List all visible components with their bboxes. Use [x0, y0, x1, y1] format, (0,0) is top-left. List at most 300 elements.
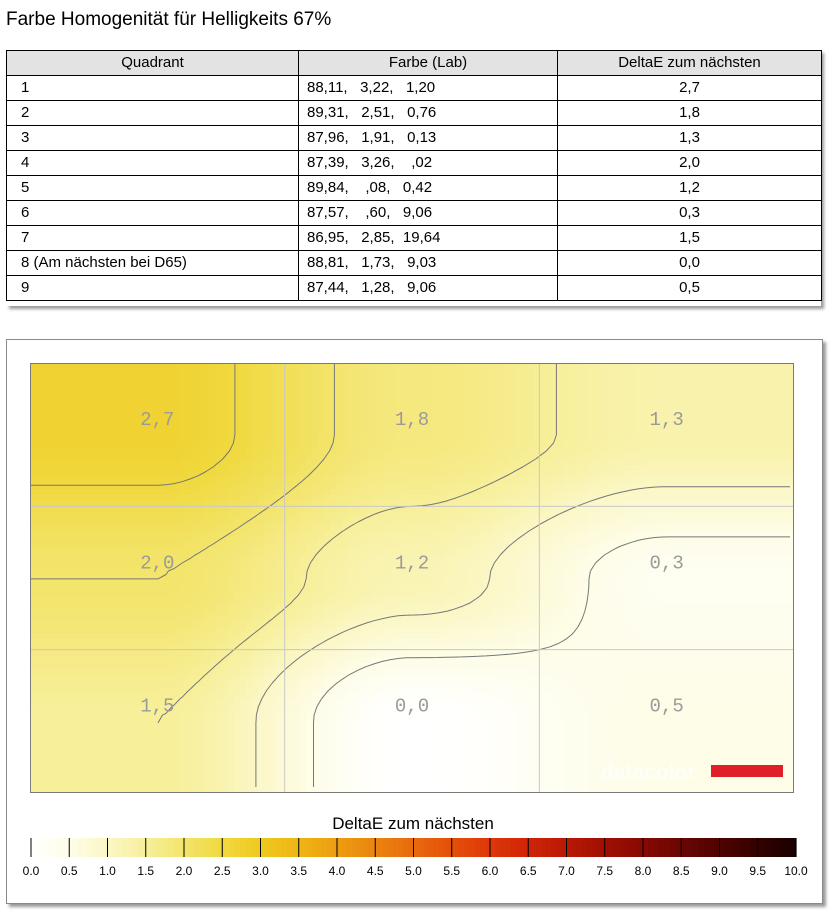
heatmap-pixel: [456, 471, 463, 478]
heatmap-pixel: [642, 417, 649, 424]
heatmap-pixel: [690, 495, 697, 502]
heatmap-pixel: [60, 555, 67, 562]
heatmap-pixel: [450, 519, 457, 526]
heatmap-pixel: [342, 441, 349, 448]
heatmap-pixel: [426, 471, 433, 478]
heatmap-pixel: [498, 543, 505, 550]
heatmap-pixel: [768, 435, 775, 442]
heatmap-pixel: [78, 549, 85, 556]
heatmap-pixel: [564, 585, 571, 592]
heatmap-pixel: [276, 381, 283, 388]
heatmap-pixel: [204, 477, 211, 484]
heatmap-pixel: [690, 465, 697, 472]
heatmap-pixel: [84, 375, 91, 382]
heatmap-pixel: [468, 447, 475, 454]
heatmap-pixel: [582, 459, 589, 466]
heatmap-pixel: [498, 585, 505, 592]
heatmap-pixel: [450, 381, 457, 388]
heatmap-pixel: [126, 549, 133, 556]
heatmap-pixel: [408, 507, 415, 514]
heatmap-pixel: [246, 561, 253, 568]
heatmap-pixel: [246, 531, 253, 538]
heatmap-pixel: [108, 585, 115, 592]
heatmap-pixel: [150, 477, 157, 484]
heatmap-pixel: [120, 441, 127, 448]
heatmap-pixel: [624, 393, 631, 400]
heatmap-pixel: [204, 489, 211, 496]
heatmap-pixel: [456, 381, 463, 388]
heatmap-pixel: [744, 441, 751, 448]
heatmap-pixel: [150, 471, 157, 478]
heatmap-pixel: [174, 375, 181, 382]
heatmap-pixel: [318, 579, 325, 586]
heatmap-pixel: [630, 411, 637, 418]
heatmap-pixel: [738, 405, 745, 412]
heatmap-pixel: [162, 507, 169, 514]
heatmap-pixel: [696, 585, 703, 592]
heatmap-pixel: [480, 453, 487, 460]
heatmap-pixel: [780, 459, 787, 466]
heatmap-pixel: [498, 447, 505, 454]
heatmap-pixel: [174, 525, 181, 532]
heatmap-pixel: [378, 405, 385, 412]
heatmap-pixel: [522, 447, 529, 454]
heatmap-pixel: [528, 465, 535, 472]
heatmap-pixel: [240, 387, 247, 394]
heatmap-pixel: [732, 525, 739, 532]
heatmap-pixel: [264, 525, 271, 532]
heatmap-pixel: [234, 453, 241, 460]
heatmap-pixel: [132, 537, 139, 544]
heatmap-pixel: [288, 447, 295, 454]
heatmap-pixel: [450, 483, 457, 490]
heatmap-pixel: [498, 513, 505, 520]
heatmap-pixel: [600, 489, 607, 496]
heatmap-pixel: [180, 543, 187, 550]
heatmap-pixel: [330, 585, 337, 592]
heatmap-pixel: [144, 399, 151, 406]
heatmap-pixel: [444, 585, 451, 592]
heatmap-pixel: [348, 459, 355, 466]
heatmap-pixel: [672, 543, 679, 550]
heatmap-pixel: [762, 555, 769, 562]
heatmap-pixel: [120, 423, 127, 430]
heatmap-pixel: [366, 549, 373, 556]
heatmap-pixel: [714, 405, 721, 412]
heatmap-pixel: [150, 465, 157, 472]
heatmap-pixel: [456, 513, 463, 520]
heatmap-pixel: [84, 417, 91, 424]
heatmap-pixel: [306, 441, 313, 448]
heatmap-pixel: [36, 435, 43, 442]
heatmap-pixel: [348, 555, 355, 562]
heatmap-pixel: [66, 555, 73, 562]
heatmap-pixel: [306, 381, 313, 388]
heatmap-pixel: [246, 429, 253, 436]
heatmap-pixel: [294, 573, 301, 580]
heatmap-pixel: [492, 513, 499, 520]
heatmap-pixel: [684, 375, 691, 382]
heatmap-pixel: [174, 537, 181, 544]
heatmap-pixel: [378, 591, 385, 598]
heatmap-pixel: [648, 495, 655, 502]
cell-lab: 88,11, 3,22, 1,20: [299, 76, 558, 101]
heatmap-pixel: [660, 453, 667, 460]
heatmap-pixel: [162, 531, 169, 538]
heatmap-pixel: [756, 519, 763, 526]
heatmap-pixel: [690, 429, 697, 436]
heatmap-pixel: [612, 369, 619, 376]
heatmap-pixel: [420, 531, 427, 538]
heatmap-pixel: [408, 591, 415, 598]
heatmap-pixel: [372, 393, 379, 400]
heatmap-pixel: [300, 513, 307, 520]
cell-quadrant: 8 (Am nächsten bei D65): [7, 251, 299, 276]
heatmap-pixel: [54, 543, 61, 550]
heatmap-pixel: [228, 579, 235, 586]
heatmap-pixel: [648, 369, 655, 376]
heatmap-pixel: [78, 543, 85, 550]
heatmap-pixel: [378, 483, 385, 490]
heatmap-pixel: [522, 459, 529, 466]
heatmap-pixel: [690, 447, 697, 454]
heatmap-pixel: [324, 489, 331, 496]
heatmap-pixel: [780, 417, 787, 424]
heatmap-pixel: [180, 531, 187, 538]
heatmap-pixel: [354, 441, 361, 448]
heatmap-pixel: [342, 447, 349, 454]
heatmap-pixel: [780, 537, 787, 544]
heatmap-pixel: [258, 405, 265, 412]
heatmap-pixel: [642, 387, 649, 394]
heatmap-pixel: [414, 459, 421, 466]
heatmap-pixel: [606, 579, 613, 586]
heatmap-pixel: [102, 477, 109, 484]
heatmap-pixel: [642, 369, 649, 376]
heatmap-pixel: [144, 483, 151, 490]
heatmap-pixel: [258, 393, 265, 400]
heatmap-pixel: [168, 525, 175, 532]
heatmap-pixel: [564, 549, 571, 556]
heatmap-pixel: [582, 573, 589, 580]
heatmap-pixel: [300, 525, 307, 532]
heatmap-pixel: [744, 435, 751, 442]
heatmap-pixel: [330, 507, 337, 514]
heatmap-pixel: [540, 453, 547, 460]
heatmap-pixel: [42, 483, 49, 490]
heatmap-pixel: [426, 483, 433, 490]
heatmap-pixel: [486, 561, 493, 568]
heatmap-pixel: [456, 573, 463, 580]
heatmap-pixel: [66, 507, 73, 514]
heatmap-pixel: [84, 381, 91, 388]
heatmap-pixel: [336, 411, 343, 418]
heatmap-pixel: [504, 411, 511, 418]
heatmap-pixel: [630, 399, 637, 406]
heatmap-pixel: [294, 543, 301, 550]
heatmap-pixel: [528, 375, 535, 382]
heatmap-pixel: [732, 537, 739, 544]
heatmap-pixel: [306, 411, 313, 418]
heatmap-pixel: [696, 459, 703, 466]
heatmap-pixel: [360, 567, 367, 574]
heatmap-pixel: [558, 411, 565, 418]
heatmap-pixel: [552, 387, 559, 394]
heatmap-pixel: [222, 573, 229, 580]
heatmap-pixel: [606, 447, 613, 454]
heatmap-pixel: [432, 483, 439, 490]
heatmap-pixel: [756, 375, 763, 382]
heatmap-pixel: [582, 447, 589, 454]
heatmap-pixel: [720, 525, 727, 532]
heatmap-pixel: [516, 579, 523, 586]
heatmap-pixel: [708, 573, 715, 580]
heatmap-pixel: [540, 579, 547, 586]
heatmap-pixel: [582, 525, 589, 532]
heatmap-pixel: [522, 387, 529, 394]
heatmap-pixel: [378, 555, 385, 562]
heatmap-pixel: [360, 465, 367, 472]
heatmap-pixel: [354, 555, 361, 562]
heatmap-pixel: [60, 369, 67, 376]
heatmap-pixel: [198, 585, 205, 592]
heatmap-pixel: [342, 459, 349, 466]
heatmap-pixel: [378, 399, 385, 406]
heatmap-pixel: [492, 441, 499, 448]
heatmap-pixel: [228, 423, 235, 430]
heatmap-pixel: [600, 513, 607, 520]
heatmap-pixel: [378, 435, 385, 442]
heatmap-pixel: [690, 459, 697, 466]
heatmap-pixel: [132, 471, 139, 478]
heatmap-pixel: [642, 519, 649, 526]
heatmap-pixel: [708, 387, 715, 394]
heatmap-pixel: [60, 429, 67, 436]
heatmap-pixel: [552, 543, 559, 550]
heatmap-pixel: [96, 411, 103, 418]
heatmap-pixel: [360, 483, 367, 490]
heatmap-pixel: [276, 567, 283, 574]
heatmap-pixel: [306, 537, 313, 544]
heatmap-pixel: [732, 489, 739, 496]
heatmap-pixel: [618, 465, 625, 472]
heatmap-pixel: [228, 393, 235, 400]
heatmap-pixel: [150, 441, 157, 448]
heatmap-pixel: [546, 471, 553, 478]
heatmap-pixel: [648, 435, 655, 442]
heatmap-pixel: [144, 543, 151, 550]
heatmap-pixel: [78, 411, 85, 418]
heatmap-pixel: [420, 381, 427, 388]
heatmap-pixel: [36, 465, 43, 472]
heatmap-pixel: [384, 447, 391, 454]
heatmap-pixel: [624, 561, 631, 568]
heatmap-pixel: [378, 369, 385, 376]
heatmap-pixel: [786, 465, 793, 472]
heatmap-pixel: [570, 531, 577, 538]
heatmap-pixel: [246, 477, 253, 484]
heatmap-pixel: [336, 573, 343, 580]
heatmap-pixel: [660, 495, 667, 502]
heatmap-pixel: [102, 531, 109, 538]
heatmap-pixel: [528, 579, 535, 586]
heatmap-pixel: [246, 423, 253, 430]
heatmap-pixel: [84, 513, 91, 520]
heatmap-pixel: [402, 369, 409, 376]
heatmap-pixel: [576, 579, 583, 586]
heatmap-pixel: [498, 531, 505, 538]
heatmap-pixel: [306, 549, 313, 556]
heatmap-pixel: [192, 531, 199, 538]
heatmap-pixel: [228, 453, 235, 460]
heatmap-pixel: [84, 531, 91, 538]
heatmap-pixel: [708, 507, 715, 514]
heatmap-pixel: [672, 387, 679, 394]
heatmap-pixel: [630, 495, 637, 502]
heatmap-pixel: [702, 399, 709, 406]
heatmap-pixel: [558, 435, 565, 442]
heatmap-pixel: [396, 441, 403, 448]
heatmap-pixel: [144, 447, 151, 454]
heatmap-pixel: [192, 579, 199, 586]
heatmap-pixel: [540, 531, 547, 538]
heatmap-pixel: [696, 525, 703, 532]
heatmap-pixel: [588, 453, 595, 460]
heatmap-pixel: [342, 399, 349, 406]
heatmap-pixel: [306, 465, 313, 472]
heatmap-pixel: [528, 519, 535, 526]
heatmap-pixel: [438, 399, 445, 406]
heatmap-pixel: [480, 477, 487, 484]
heatmap-pixel: [366, 393, 373, 400]
heatmap-pixel: [204, 429, 211, 436]
heatmap-pixel: [294, 399, 301, 406]
heatmap-pixel: [78, 429, 85, 436]
cell-lab: 88,81, 1,73, 9,03: [299, 251, 558, 276]
heatmap-pixel: [564, 483, 571, 490]
heatmap-pixel: [636, 417, 643, 424]
heatmap-pixel: [258, 459, 265, 466]
heatmap-pixel: [252, 465, 259, 472]
heatmap-pixel: [690, 423, 697, 430]
heatmap-pixel: [78, 453, 85, 460]
heatmap-pixel: [60, 561, 67, 568]
heatmap-pixel: [270, 585, 277, 592]
heatmap-pixel: [252, 519, 259, 526]
heatmap-pixel: [372, 465, 379, 472]
heatmap-pixel: [258, 435, 265, 442]
heatmap-pixel: [222, 459, 229, 466]
heatmap-pixel: [246, 567, 253, 574]
heatmap-pixel: [288, 399, 295, 406]
heatmap-pixel: [396, 387, 403, 394]
heatmap-pixel: [576, 471, 583, 478]
heatmap-pixel: [774, 567, 781, 574]
heatmap-pixel: [468, 519, 475, 526]
heatmap-pixel: [654, 489, 661, 496]
heatmap-pixel: [492, 405, 499, 412]
heatmap-pixel: [120, 381, 127, 388]
heatmap-pixel: [612, 429, 619, 436]
heatmap-pixel: [462, 411, 469, 418]
heatmap-pixel: [372, 543, 379, 550]
heatmap-pixel: [510, 483, 517, 490]
heatmap-pixel: [714, 381, 721, 388]
heatmap-pixel: [642, 447, 649, 454]
heatmap-pixel: [720, 459, 727, 466]
heatmap-pixel: [78, 579, 85, 586]
heatmap-pixel: [174, 573, 181, 580]
heatmap-pixel: [144, 519, 151, 526]
heatmap-pixel: [738, 471, 745, 478]
heatmap-pixel: [546, 591, 553, 598]
heatmap-pixel: [630, 375, 637, 382]
heatmap-pixel: [276, 447, 283, 454]
heatmap-pixel: [78, 477, 85, 484]
heatmap-pixel: [264, 447, 271, 454]
heatmap-pixel: [240, 429, 247, 436]
heatmap-pixel: [264, 483, 271, 490]
heatmap-pixel: [714, 585, 721, 592]
heatmap-pixel: [270, 477, 277, 484]
heatmap-pixel: [576, 585, 583, 592]
heatmap-pixel: [720, 519, 727, 526]
heatmap-pixel: [312, 453, 319, 460]
heatmap-pixel: [282, 405, 289, 412]
heatmap-pixel: [90, 429, 97, 436]
heatmap-pixel: [432, 507, 439, 514]
heatmap-pixel: [654, 471, 661, 478]
heatmap-pixel: [150, 399, 157, 406]
heatmap-pixel: [720, 549, 727, 556]
heatmap-pixel: [498, 393, 505, 400]
heatmap-pixel: [618, 579, 625, 586]
heatmap-pixel: [384, 381, 391, 388]
heatmap-pixel: [126, 531, 133, 538]
heatmap-pixel: [126, 429, 133, 436]
heatmap-pixel: [564, 447, 571, 454]
heatmap-pixel: [84, 411, 91, 418]
heatmap-pixel: [168, 441, 175, 448]
heatmap-pixel: [360, 453, 367, 460]
heatmap-pixel: [54, 411, 61, 418]
heatmap-pixel: [258, 573, 265, 580]
heatmap-pixel: [588, 519, 595, 526]
heatmap-pixel: [492, 465, 499, 472]
heatmap-pixel: [84, 495, 91, 502]
heatmap-pixel: [558, 375, 565, 382]
heatmap-pixel: [42, 549, 49, 556]
heatmap-pixel: [420, 465, 427, 472]
heatmap-pixel: [774, 465, 781, 472]
heatmap-pixel: [204, 483, 211, 490]
heatmap-pixel: [354, 483, 361, 490]
heatmap-pixel: [744, 543, 751, 550]
heatmap-pixel: [420, 441, 427, 448]
heatmap-pixel: [600, 405, 607, 412]
heatmap-pixel: [36, 585, 43, 592]
heatmap-pixel: [630, 369, 637, 376]
heatmap-pixel: [510, 447, 517, 454]
heatmap-pixel: [264, 435, 271, 442]
heatmap-pixel: [738, 543, 745, 550]
heatmap-pixel: [180, 405, 187, 412]
heatmap-pixel: [324, 405, 331, 412]
heatmap-pixel: [138, 447, 145, 454]
heatmap-pixel: [72, 519, 79, 526]
heatmap-pixel: [54, 369, 61, 376]
heatmap-pixel: [666, 459, 673, 466]
